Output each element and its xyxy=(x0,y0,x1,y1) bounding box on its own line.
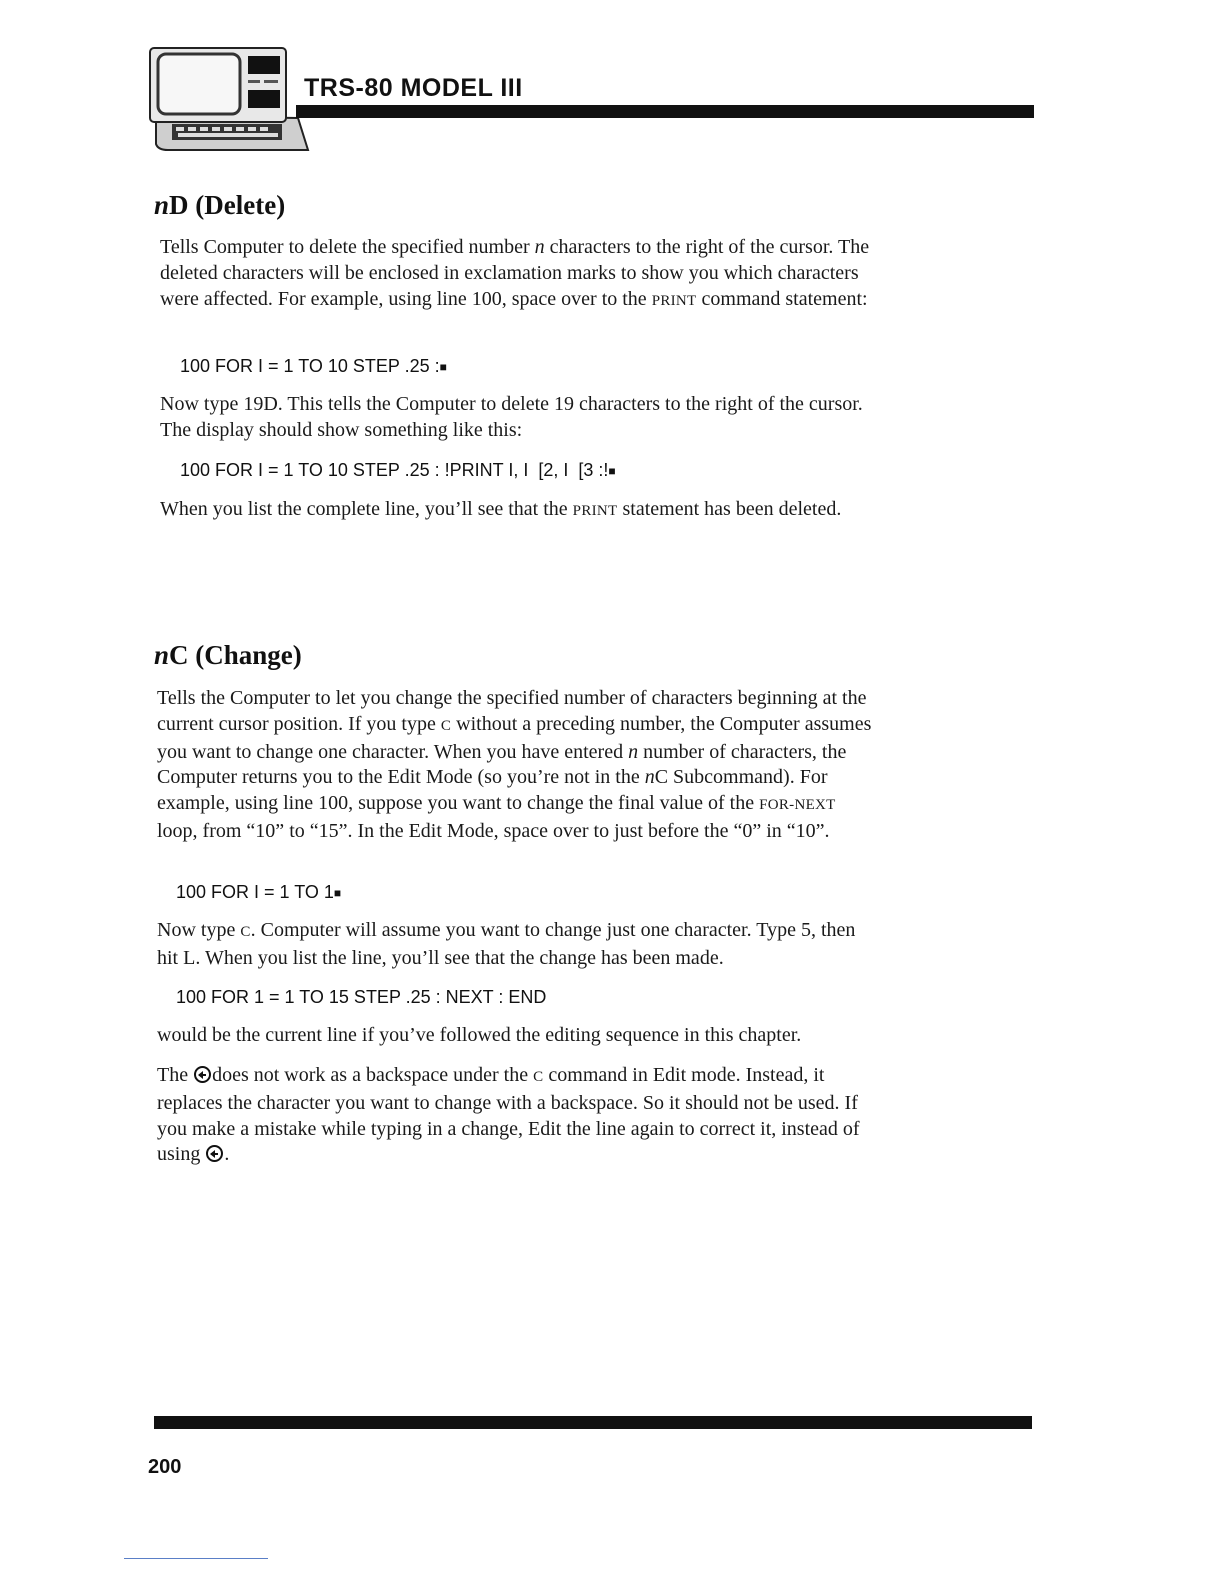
heading-n: n xyxy=(154,640,170,670)
text-run: Now type xyxy=(157,919,241,941)
text-run-italic: n xyxy=(644,766,655,789)
trs80-computer-icon xyxy=(148,44,316,154)
section-heading-change xyxy=(154,640,302,671)
text-run: command statement: xyxy=(696,287,868,310)
heading-n: n xyxy=(154,190,170,220)
text-run: does not work as a backspace under the xyxy=(212,1064,534,1086)
running-header-title: TRS-80 MODEL III xyxy=(304,74,523,102)
text-run: number of characters, the Computer returns you to the Edit Mode (so you’re not in the xyxy=(157,740,847,789)
text-run: characters to the right of the cursor. The deleted characters will be enclosed in exclamation marks to show you which characters were affected. For example, using line 100, space over to the xyxy=(160,236,870,310)
backspace-key-icon xyxy=(206,1145,223,1162)
keyword-c: C xyxy=(440,717,452,734)
text-run: When you list the complete line, you’ll see that the xyxy=(160,498,573,520)
section-heading-delete xyxy=(154,190,285,221)
text-run: statement has been deleted. xyxy=(617,498,842,520)
page-number: 200 xyxy=(148,1456,182,1478)
text-run: . xyxy=(224,1143,230,1166)
code-text: 100 FOR I = 1 TO 10 STEP .25 : xyxy=(180,356,440,376)
heading-text: C (Change) xyxy=(169,640,302,670)
heading-text: D (Delete) xyxy=(169,190,286,220)
backspace-note xyxy=(157,1063,877,1168)
delete-description xyxy=(160,235,875,314)
delete-result xyxy=(160,497,875,525)
delete-instruction: Now type 19D. This tells the Computer to delete 19 characters to the right of the cursor. The display should show something like this: xyxy=(160,393,863,441)
header-rule xyxy=(296,105,1034,118)
cursor-block-icon: ■ xyxy=(608,464,616,478)
text-run: Tells the Computer to let you change the specified number of characters beginning at the current cursor position. If you type xyxy=(157,687,867,735)
cursor-block-icon: ■ xyxy=(333,886,342,900)
footer-rule xyxy=(154,1416,1032,1429)
change-result: would be the current line if you’ve followed the editing sequence in this chapter. xyxy=(157,1024,802,1046)
change-description xyxy=(157,686,877,845)
text-run: command in Edit mode. Instead, it replaces the character you want to change with a backspace. So it should not be used. If you make a mistake while typing in a change, Edit the line again to correct it, instead of using xyxy=(157,1064,860,1166)
keyword-c: C xyxy=(533,1069,544,1085)
keyword-c: C xyxy=(240,924,251,940)
text-run: loop, from “10” to “15”. In the Edit Mode, space over to just before the “0” in “10”. xyxy=(157,819,830,842)
text-run: without a preceding number, the Computer assumes you want to change one character. When you have entered xyxy=(157,712,872,763)
code-line-change-before xyxy=(176,882,341,903)
bottom-link-line xyxy=(124,1558,268,1559)
backspace-key-icon xyxy=(194,1066,211,1083)
code-line-change-after: 100 FOR 1 = 1 TO 15 STEP .25 : NEXT : END xyxy=(176,987,547,1007)
code-line-delete-before xyxy=(180,356,447,377)
change-instruction xyxy=(157,918,872,972)
text-run: C Subcommand). For example, using line 100, suppose you want to change the final value of the xyxy=(157,766,828,815)
text-run: . Computer will assume you want to change just one character. Type 5, then hit L. When you list the line, you’ll see that the change has been made. xyxy=(157,919,856,969)
cursor-block-icon: ■ xyxy=(439,360,447,374)
code-text: 100 FOR I = 1 TO 1 xyxy=(176,882,334,902)
text-run-italic: n xyxy=(628,740,639,763)
keyword-for-next: FOR-NEXT xyxy=(759,797,836,814)
text-run-italic: n xyxy=(534,236,545,258)
text-run: Tells Computer to delete the specified number xyxy=(160,236,535,258)
keyword-print: PRINT xyxy=(651,292,697,309)
keyword-print: PRINT xyxy=(572,503,618,519)
code-line-delete-after xyxy=(180,460,616,481)
code-text: 100 FOR I = 1 TO 10 STEP .25 : !PRINT I, I [2, I [3 :! xyxy=(180,460,609,480)
text-run: The xyxy=(157,1064,194,1086)
